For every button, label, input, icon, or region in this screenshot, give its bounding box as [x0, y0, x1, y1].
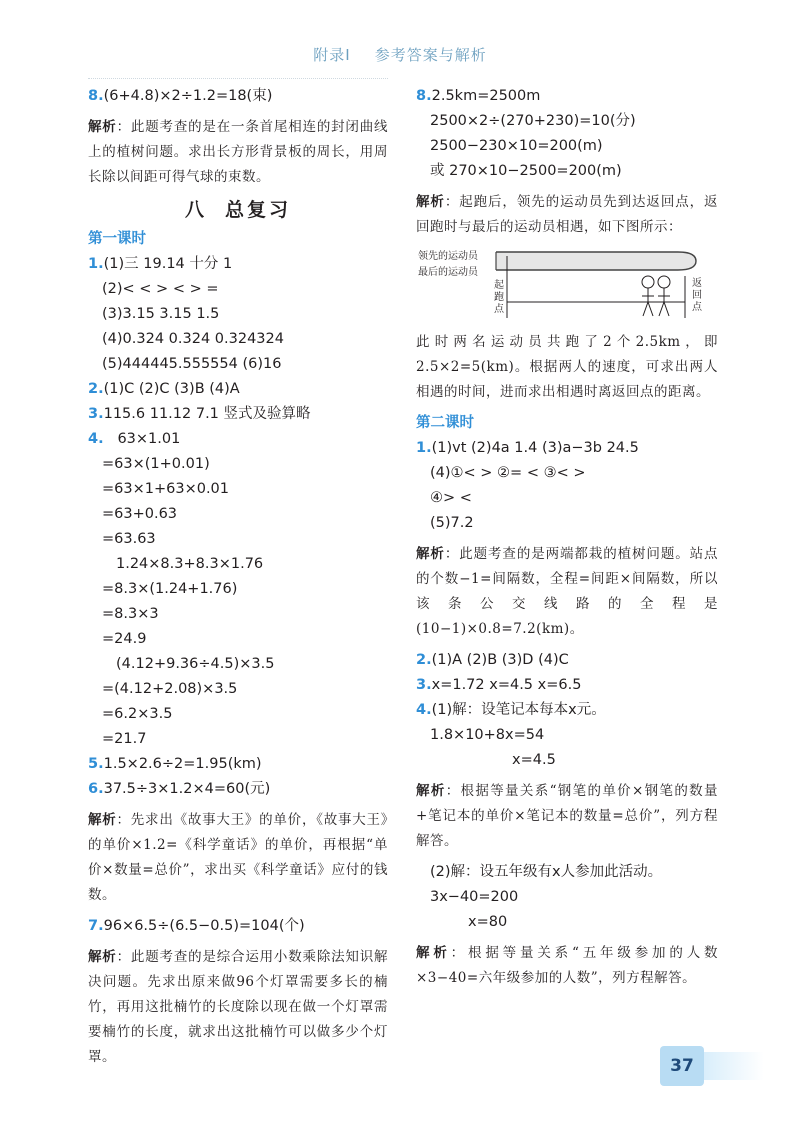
q5-answer: 5.1.5×2.6÷2=1.95(km) — [88, 756, 262, 772]
r-q2-answer: 2.(1)A (2)B (3)D (4)C — [416, 652, 569, 668]
q4-line: =6.2×3.5 — [102, 706, 173, 722]
r-q8-line: 8.2.5km=2500m — [416, 88, 541, 104]
q6-answer: 6.37.5÷3×1.2×4=60(元) — [88, 781, 271, 797]
q3-answer: 3.115.6 11.12 7.1 竖式及验算略 — [88, 406, 311, 422]
r-q8-line: 2500−230×10=200(m) — [430, 138, 603, 154]
r-q4-analysis-2: 解析：根据等量关系“五年级参加的人数×3−40=六年级参加的人数”，列方程解答。 — [416, 945, 719, 986]
page-number: 37 — [660, 1046, 704, 1086]
runner-icon — [658, 276, 670, 316]
r-q8-line: 2500×2÷(270+230)=10(分) — [430, 113, 636, 129]
header-title: 参考答案与解析 — [374, 46, 487, 64]
r-q4-analysis-1: 解析：根据等量关系“钢笔的单价×钢笔的数量+笔记本的单价×笔记本的数量=总价”，列方程解答。 — [416, 783, 719, 849]
q1-line: 1.(1)三 19.14 十分 1 — [88, 256, 233, 272]
r-q3-answer: 3.x=1.72 x=4.5 x=6.5 — [416, 677, 582, 693]
r-q1-line: 1.(1)vt (2)4a 1.4 (3)a−3b 24.5 — [416, 440, 639, 456]
q4-line: =(4.12+2.08)×3.5 — [102, 681, 238, 697]
race-diagram-svg — [416, 246, 716, 324]
q4-line: =8.3×3 — [102, 606, 159, 622]
r-q8-analysis: 解析：起跑后，领先的运动员先到达返回点，返回跑时与最后的运动员相遇，如下图所示： — [416, 194, 719, 235]
r-q4-line: x=4.5 — [512, 752, 556, 768]
q1-line: (2)< < > < > = — [102, 281, 219, 297]
r-q1-analysis: 解析：此题考查的是两端都栽的植树问题。站点的个数−1=间隔数，全程=间距×间隔数，所以该条公交线路的全程是(10−1)×0.8=7.2(km)。 — [416, 546, 719, 637]
r-q1-line: (5)7.2 — [430, 515, 474, 531]
r-q4-line: 4.(1)解：设笔记本每本x元。 — [416, 702, 606, 718]
q1-line: (5)444445.555554 (6)16 — [102, 356, 282, 372]
lesson-1-heading: 第一课时 — [88, 231, 146, 247]
q8-answer: 8.(6+4.8)×2÷1.2=18(束) — [88, 88, 273, 104]
r-q4-part2-line: (2)解：设五年级有x人参加此活动。 — [430, 864, 663, 880]
appendix-label: 附录Ⅰ — [313, 46, 351, 64]
q4-line: 4. 63×1.01 — [88, 431, 181, 447]
q4-line: =24.9 — [102, 631, 147, 647]
leader-label: 领先的运动员 — [418, 251, 478, 262]
r-q4-line: 1.8×10+8x=54 — [430, 727, 545, 743]
q4-line: =63×1+63×0.01 — [102, 481, 230, 497]
lesson-2-heading: 第二课时 — [416, 415, 474, 431]
left-column — [88, 84, 388, 1076]
q4-line: =21.7 — [102, 731, 147, 747]
right-column — [416, 84, 718, 997]
section-title: 八 总复习 — [184, 199, 292, 221]
page-header — [0, 44, 800, 65]
page-badge-decoration — [704, 1052, 764, 1080]
last-label: 最后的运动员 — [418, 267, 478, 278]
q4-line: 1.24×8.3+8.3×1.76 — [116, 556, 264, 572]
race-diagram — [416, 246, 718, 324]
divider — [88, 78, 388, 79]
q4-line: =8.3×(1.24+1.76) — [102, 581, 238, 597]
r-q4-part2-line: 3x−40=200 — [430, 889, 519, 905]
r-q1-line: (4)①< > ②= < ③< > — [430, 465, 586, 481]
q4-line: =63.63 — [102, 531, 156, 547]
q7-answer: 7.96×6.5÷(6.5−0.5)=104(个) — [88, 918, 305, 934]
r-q8-explanation: 此时两名运动员共跑了2个2.5km，即2.5×2=5(km)。根据两人的速度，可求出两人相遇的时间，进而求出相遇时离返回点的距离。 — [416, 334, 718, 400]
q8-analysis: 解析：此题考查的是在一条首尾相连的封闭曲线上的植树问题。求出长方形背景板的周长，用周长除以间距可得气球的束数。 — [88, 119, 389, 185]
runner-icon — [642, 276, 654, 316]
q4-line: (4.12+9.36÷4.5)×3.5 — [116, 656, 275, 672]
r-q1-line: ④> < — [430, 490, 472, 506]
q6-analysis: 解析：先求出《故事大王》的单价，《故事大王》的单价×1.2=《科学童话》的单价，再根据“单价×数量=总价”，求出买《科学童话》应付的钱数。 — [88, 812, 389, 903]
q7-analysis: 解析：此题考查的是综合运用小数乘除法知识解决问题。先求出原来做96个灯罩需要多长的楠竹，再用这批楠竹的长度除以现在做一个灯罩需要楠竹的长度，就求出这批楠竹可以做多少个灯罩。 — [88, 949, 389, 1065]
r-q8-line: 或 270×10−2500=200(m) — [430, 163, 622, 179]
q4-line: =63×(1+0.01) — [102, 456, 210, 472]
start-label: 起跑点 — [494, 280, 504, 315]
r-q4-part2-line: x=80 — [468, 914, 508, 930]
route-track — [496, 252, 696, 270]
q1-line: (4)0.324 0.324 0.324324 — [102, 331, 284, 347]
q1-line: (3)3.15 3.15 1.5 — [102, 306, 220, 322]
q4-line: =63+0.63 — [102, 506, 178, 522]
q2-answer: 2.(1)C (2)C (3)B (4)A — [88, 381, 240, 397]
turn-label: 返回点 — [692, 278, 702, 313]
